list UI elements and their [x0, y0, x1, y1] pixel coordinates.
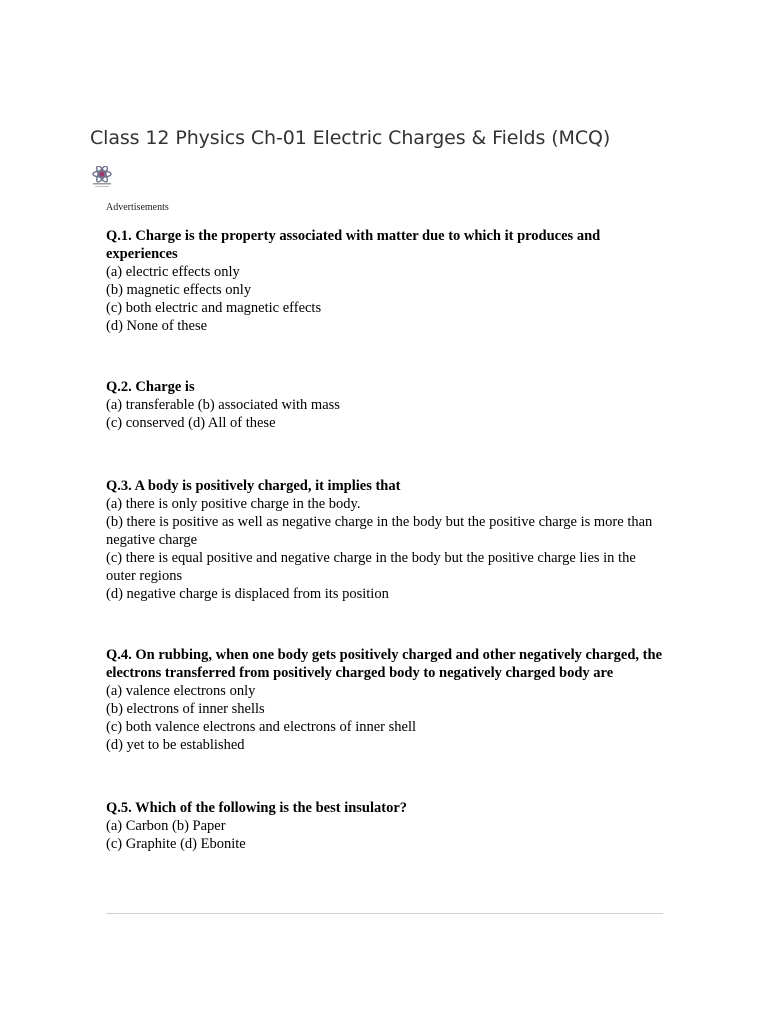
answer-option: (a) electric effects only [106, 264, 240, 280]
answer-option: (c) both electric and magnetic effects [106, 300, 322, 316]
question-title: Q.5. Which of the following is the best insulator? [106, 800, 408, 816]
answer-option: (a) transferable (b) associated with mass [106, 397, 340, 413]
question-3 [106, 477, 666, 603]
answer-option: (a) Carbon (b) Paper [106, 818, 226, 834]
question-title: Q.4. On rubbing, when one body gets positively charged and other negatively charged, the electrons transferred from positively charged body to negatively charged body are [106, 647, 662, 681]
question-4 [106, 646, 666, 754]
answer-option: (b) there is positive as well as negative charge in the body but the positive charge is more than negative charge [106, 514, 653, 548]
answer-option: (c) Graphite (d) Ebonite [106, 836, 246, 852]
answer-option: (a) there is only positive charge in the body. [106, 496, 361, 512]
answer-option: (d) negative charge is displaced from its position [106, 586, 389, 602]
answer-option: (c) there is equal positive and negative charge in the body but the positive charge lies in the outer regions [106, 550, 636, 584]
advertisements-label: Advertisements [106, 202, 169, 213]
answer-option: (b) magnetic effects only [106, 282, 252, 298]
question-1 [106, 227, 666, 335]
answer-option: (b) electrons of inner shells [106, 701, 265, 717]
question-title: Q.1. Charge is the property associated with matter due to which it produces and experiences [106, 228, 601, 262]
answer-option: (a) valence electrons only [106, 683, 256, 699]
question-2 [106, 378, 340, 432]
answer-option: (c) both valence electrons and electrons of inner shell [106, 719, 417, 735]
answer-option: (d) None of these [106, 318, 208, 334]
question-title: Q.2. Charge is [106, 379, 195, 395]
physics-atom-logo-icon [90, 166, 114, 188]
answer-option: (d) yet to be established [106, 737, 245, 753]
question-title: Q.3. A body is positively charged, it implies that [106, 478, 401, 494]
page-title: Class 12 Physics Ch-01 Electric Charges & Fields (MCQ) [90, 127, 611, 149]
answer-option: (c) conserved (d) All of these [106, 415, 276, 431]
section-divider [106, 913, 663, 914]
question-5 [106, 799, 407, 853]
